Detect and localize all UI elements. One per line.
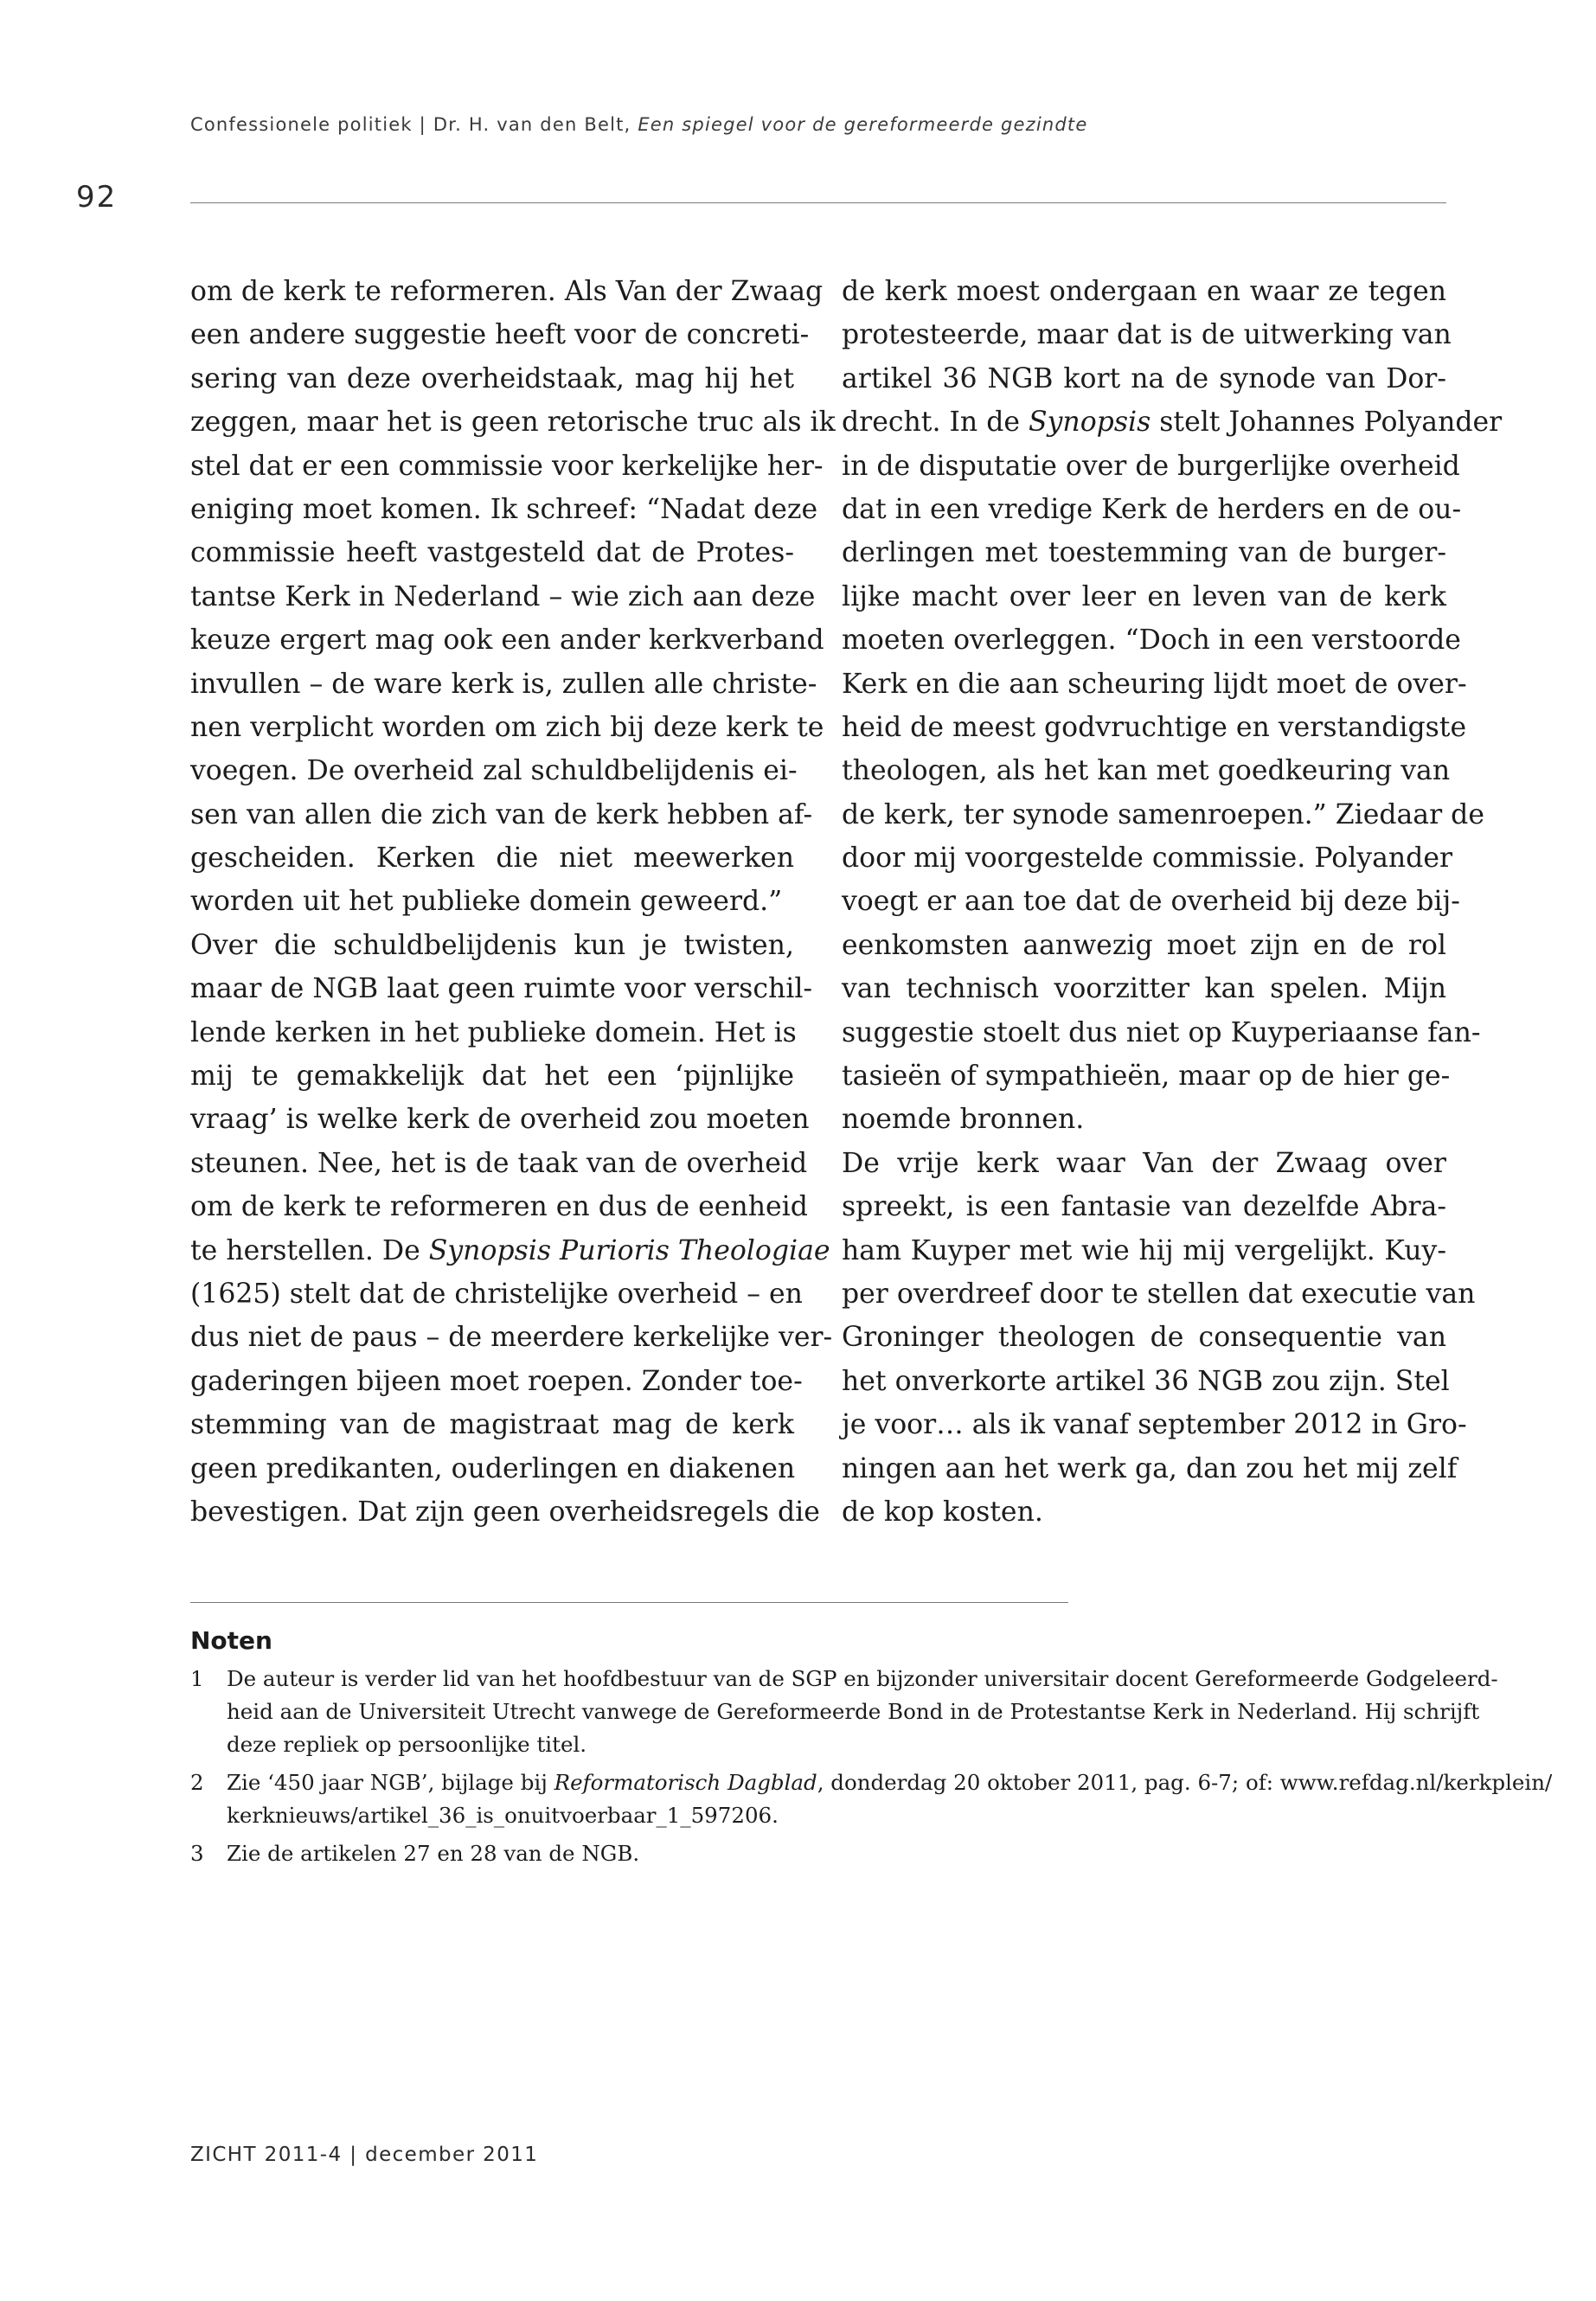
text-line	[190, 1229, 830, 1272]
text-line: stel dat er een commissie voor kerkelijke her-	[190, 450, 824, 482]
text-line: De vrije kerk waar Van der Zwaag over	[842, 1147, 1446, 1179]
text-line: voegt er aan toe dat de overheid bij deze bij-	[842, 886, 1460, 918]
text-line: gescheiden. Kerken die niet meewerken	[190, 843, 794, 875]
text-line: steunen. Nee, het is de taak van de overheid	[190, 1147, 808, 1179]
text-line: (1625) stelt dat de christelijke overheid – en	[190, 1278, 803, 1310]
text-line: dus niet de paus – de meerdere kerkelijke ver-	[190, 1322, 833, 1354]
footnote-line: De auteur is verder lid van het hoofdbestuur van de SGP en bijzonder universitair docent Gereformeerde Godgeleerd-	[227, 1666, 1498, 1691]
text-line: om de kerk te reformeren. Als Van der Zwaag	[190, 276, 824, 307]
text-fragment: , donderdag 20 oktober 2011, pag. 6-7; of: www.refdag.nl/kerkplein/	[817, 1770, 1553, 1795]
text-line: je voor… als ik vanaf september 2012 in Gro-	[842, 1409, 1467, 1441]
text-line: moeten overleggen. “Doch in een verstoorde	[842, 625, 1461, 657]
text-line: sen van allen die zich van de kerk hebben af-	[190, 798, 813, 830]
newspaper-title: Reformatorisch Dagblad	[554, 1770, 817, 1795]
right-paragraph-2	[842, 1142, 1476, 1535]
text-line: worden uit het publieke domein geweerd.”	[190, 886, 783, 918]
text-line: de kerk, ter synode samenroepen.” Ziedaar de	[842, 798, 1484, 830]
footnote-1	[190, 1663, 1498, 1761]
text-fragment: stelt Johannes Polyander	[1159, 407, 1503, 439]
text-line: een andere suggestie heeft voor de concreti-	[190, 319, 810, 351]
header-rule	[190, 202, 1446, 203]
notes-heading: Noten	[190, 1626, 272, 1655]
text-line: de kerk moest ondergaan en waar ze tegen	[842, 276, 1446, 307]
footnote-2	[190, 1766, 1553, 1832]
text-line: spreekt, is een fantasie van dezelfde Abra-	[842, 1191, 1446, 1223]
text-line: geen predikanten, ouderlingen en diakenen	[190, 1452, 796, 1484]
text-line: maar de NGB laat geen ruimte voor verschil-	[190, 973, 813, 1005]
text-line: stemming van de magistraat mag de kerk	[190, 1409, 794, 1441]
text-line: tasieën of sympathieën, maar op de hier ge-	[842, 1061, 1451, 1093]
left-paragraph-2	[190, 924, 833, 1534]
header-article-title: Een spiegel voor de gereformeerde gezindte	[638, 114, 1088, 135]
text-line: van technisch voorzitter kan spelen. Mijn	[842, 973, 1446, 1005]
text-line: voegen. De overheid zal schuldbelijdenis ei-	[190, 755, 798, 787]
text-line: door mij voorgestelde commissie. Polyander	[842, 843, 1453, 875]
footnotes	[190, 1663, 1553, 1875]
footnote-line	[227, 1766, 1553, 1799]
text-line: de kop kosten.	[842, 1496, 1043, 1528]
text-line: per overdreef door te stellen dat executie van	[842, 1278, 1476, 1310]
left-paragraph-1	[190, 270, 836, 924]
text-line: lijke macht over leer en leven van de kerk	[842, 580, 1446, 612]
page-number: 92	[76, 180, 118, 215]
text-line: heid de meest godvruchtige en verstandigste	[842, 711, 1467, 743]
footnote-3	[190, 1837, 1446, 1870]
text-fragment: te herstellen. De	[190, 1234, 420, 1266]
text-line: eenkomsten aanwezig moet zijn en de rol	[842, 929, 1446, 961]
footnote-line: heid aan de Universiteit Utrecht vanwege de Gereformeerde Bond in de Protestantse Kerk in Nederland. Hij schrijft	[227, 1699, 1480, 1724]
text-line: mij te gemakkelijk dat het een ‘pijnlijke	[190, 1061, 794, 1093]
text-line: dat in een vredige Kerk de herders en de ou-	[842, 493, 1462, 525]
right-paragraph-1	[842, 270, 1503, 1142]
text-line: theologen, als het kan met goedkeuring van	[842, 755, 1451, 787]
book-title: Synopsis Purioris Theologiae	[428, 1234, 830, 1266]
text-line: vraag’ is welke kerk de overheid zou moeten	[190, 1104, 810, 1136]
text-line: ningen aan het werk ga, dan zou het mij zelf	[842, 1452, 1458, 1484]
text-line: Over die schuldbelijdenis kun je twisten,	[190, 929, 794, 961]
text-line: het onverkorte artikel 36 NGB zou zijn. Stel	[842, 1365, 1450, 1397]
text-line: Groninger theologen de consequentie van	[842, 1322, 1446, 1354]
footnote-number: 3	[190, 1841, 204, 1866]
footnote-number: 2	[190, 1770, 204, 1795]
header-author: Dr. H. van den Belt,	[433, 114, 631, 135]
footnote-number: 1	[190, 1666, 204, 1691]
text-fragment: Zie ‘450 jaar NGB’, bijlage bij	[227, 1770, 548, 1795]
footnote-line: kerknieuws/artikel_36_is_onuitvoerbaar_1_597206.	[227, 1803, 779, 1828]
text-line: zeggen, maar het is geen retorische truc als ik	[190, 407, 836, 439]
text-line: eniging moet komen. Ik schreef: “Nadat deze	[190, 493, 818, 525]
notes-rule	[190, 1602, 1068, 1603]
footnote-line: Zie de artikelen 27 en 28 van de NGB.	[227, 1841, 640, 1866]
header-separator: |	[419, 114, 426, 135]
text-line: Kerk en die aan scheuring lijdt moet de over-	[842, 668, 1467, 700]
text-line: invullen – de ware kerk is, zullen alle christe-	[190, 668, 817, 700]
running-header	[190, 114, 1087, 135]
text-line: gaderingen bijeen moet roepen. Zonder toe-	[190, 1365, 803, 1397]
text-line: noemde bronnen.	[842, 1104, 1085, 1136]
text-line: om de kerk te reformeren en dus de eenheid	[190, 1191, 808, 1223]
text-line: nen verplicht worden om zich bij deze kerk te	[190, 711, 824, 743]
text-line: commissie heeft vastgesteld dat de Protes-	[190, 537, 794, 569]
text-line: derlingen met toestemming van de burger-	[842, 537, 1446, 569]
text-line: bevestigen. Dat zijn geen overheidsregels die	[190, 1496, 820, 1528]
text-line: protesteerde, maar dat is de uitwerking van	[842, 319, 1452, 351]
text-line: suggestie stoelt dus niet op Kuyperiaanse fan-	[842, 1016, 1481, 1048]
book-title: Synopsis	[1029, 407, 1151, 439]
page-footer: ZICHT 2011-4 | december 2011	[190, 2144, 539, 2166]
running-head-section: Confessionele politiek	[190, 114, 413, 135]
right-column	[842, 270, 1503, 1534]
left-column	[190, 270, 836, 1534]
text-line: in de disputatie over de burgerlijke overheid	[842, 450, 1460, 482]
footnote-line: deze repliek op persoonlijke titel.	[227, 1732, 587, 1757]
text-line	[842, 401, 1503, 444]
text-line: keuze ergert mag ook een ander kerkverband	[190, 625, 824, 657]
text-line: sering van deze overheidstaak, mag hij het	[190, 362, 794, 394]
text-line: tantse Kerk in Nederland – wie zich aan deze	[190, 580, 816, 612]
text-line: lende kerken in het publieke domein. Het is	[190, 1016, 797, 1048]
text-line: ham Kuyper met wie hij mij vergelijkt. Kuy-	[842, 1234, 1446, 1266]
text-line: artikel 36 NGB kort na de synode van Dor-	[842, 362, 1446, 394]
text-fragment: drecht. In de	[842, 407, 1021, 439]
